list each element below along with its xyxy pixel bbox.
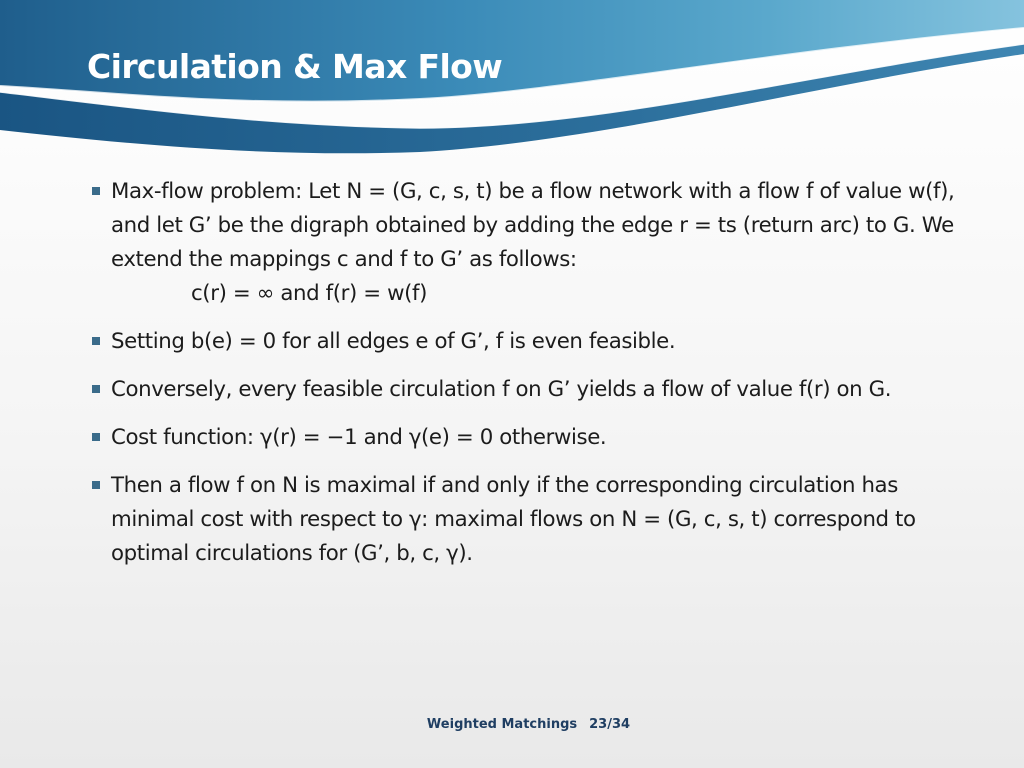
bullet-item (88, 373, 968, 407)
bullet-item (88, 469, 968, 571)
bullet-item (88, 175, 968, 311)
bullet-item (88, 325, 968, 359)
square-bullet-icon (92, 385, 100, 393)
bullet-text: Then a flow f on N is maximal if and only if the corresponding circulation has minimal cost with respect to γ: maximal flows on N = (G, c, s, t) correspond to optimal circulations for (G’, b, c, γ). (111, 473, 916, 566)
slide-title: Circulation & Max Flow (87, 47, 503, 86)
bullet-text: Cost function: γ(r) = −1 and γ(e) = 0 otherwise. (111, 425, 607, 450)
square-bullet-icon (92, 433, 100, 441)
square-bullet-icon (92, 187, 100, 195)
bullet-text: Setting b(e) = 0 for all edges e of G’, f is even feasible. (111, 329, 676, 354)
page-number: 23/34 (589, 717, 631, 732)
square-bullet-icon (92, 481, 100, 489)
bullet-text: Max-flow problem: Let N = (G, c, s, t) be a flow network with a flow f of value w(f), and let G’ be the digraph obtained by adding the edge r = ts (return arc) to G. We extend the mappings c and f to G’ as follows: (111, 179, 955, 272)
bullet-text: Conversely, every feasible circulation f on G’ yields a flow of value f(r) on G. (111, 377, 892, 402)
bullet-formula: c(r) = ∞ and f(r) = w(f) (191, 281, 428, 306)
slide-footer (0, 717, 1024, 732)
square-bullet-icon (92, 337, 100, 345)
footer-title: Weighted Matchings (426, 717, 578, 732)
bullet-item (88, 421, 968, 455)
bullet-list (88, 175, 968, 585)
